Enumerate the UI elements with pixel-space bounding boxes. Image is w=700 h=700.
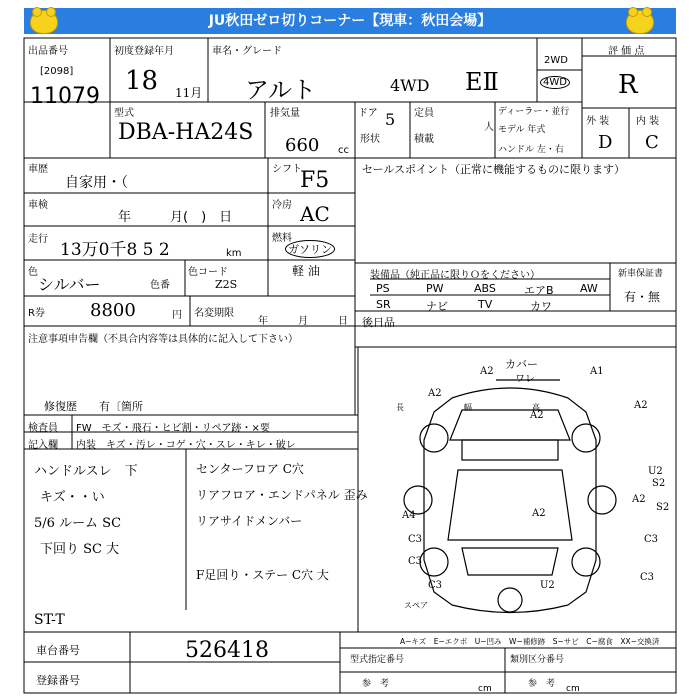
notes-header: 注意事項申告欄（不具合内容等は具体的に記入して下さい） — [28, 334, 298, 345]
cm-unit: cm — [566, 684, 580, 694]
cm-unit: cm — [478, 684, 492, 694]
note-line-5: センターフロア C穴 — [196, 462, 304, 476]
diagram-mark: C3 — [640, 572, 655, 583]
person-unit: 人 — [484, 122, 494, 133]
recycle-label: R券 — [28, 308, 45, 319]
inspection-value: 年 月( ) 日 — [118, 210, 233, 225]
equipment-ps: PS — [376, 282, 390, 295]
class-no-label: 類別区分番号 — [510, 655, 565, 665]
diagram-mark: A2 — [632, 494, 646, 505]
grade: EⅡ — [465, 68, 499, 96]
interior-row: 内装 キズ・汚レ・コゲ・穴・スレ・キレ・破レ — [76, 440, 296, 451]
doors-label: ドア — [358, 108, 378, 119]
car-name: アルト — [245, 76, 317, 104]
aircon-label: 冷房 — [272, 200, 292, 211]
load-label: 積載 — [414, 134, 434, 145]
note-line-4: 下回り SC 大 — [40, 542, 120, 557]
note-line-2: キズ・・い — [40, 490, 105, 505]
car-name-label: 車名・グレード — [212, 46, 282, 57]
diagram-mark: A2 — [428, 388, 442, 399]
model-cert-label: 型式指定番号 — [350, 655, 405, 665]
shift-label: シフト — [272, 164, 302, 175]
diagram-mark: A2 — [634, 400, 648, 411]
color-code: Z2S — [215, 278, 238, 291]
interior-label: 内 装 — [636, 116, 660, 127]
equipment-pw: PW — [426, 282, 444, 295]
equipment-leather: カワ — [530, 300, 552, 313]
doors-value: 5 — [385, 110, 396, 129]
note-line-9: ST-T — [34, 612, 65, 628]
equipment-tv: TV — [478, 298, 493, 311]
rear-seat-label: 後日品 — [362, 316, 395, 329]
lot-number-label: 出品番号 — [28, 46, 68, 57]
fuel-diesel: 軽 油 — [292, 264, 320, 278]
diagram-mark: S2 — [652, 478, 666, 489]
diagram-mark: A4 — [402, 510, 416, 521]
chassis-no-value: 526418 — [185, 638, 269, 663]
diagram-mark: U2 — [540, 580, 555, 591]
len-label: 長 — [396, 403, 404, 412]
equipment-abs: ABS — [474, 282, 496, 295]
equipment-sr: SR — [376, 298, 391, 311]
diagram-mark: A2 — [530, 410, 544, 421]
note-line-3: 5/6 ルーム SC — [34, 516, 122, 531]
mileage-value: 13万0千8 5 2 — [60, 240, 170, 260]
damage-legend: A−キズ E−エクボ U−凹み W−補修跡 S−サビ C−腐食 XX−交換済 — [400, 637, 660, 646]
fuel-gasoline: ガソリン — [285, 240, 335, 258]
displacement-label: 排気量 — [270, 108, 300, 119]
diagram-mark: A1 — [590, 366, 604, 377]
diagram-mark: A2 — [480, 366, 494, 377]
diagram-mark: C3 — [644, 534, 659, 545]
inspection-col-label: 検査員 — [28, 423, 58, 434]
drive-type: 4WD — [390, 76, 430, 95]
diagram-mark: C3 — [428, 580, 443, 591]
rating-label: 評 価 点 — [608, 46, 645, 57]
2wd-label: 2WD — [544, 55, 568, 66]
note-line-1: ハンドルスレ 下 — [34, 464, 138, 479]
lot-number: 11079 — [30, 84, 100, 109]
diagram-mark: S2 — [656, 502, 670, 513]
note-line-6: リアフロア・エンドパネル 歪み — [196, 488, 368, 502]
warranty-value: 有・無 — [624, 290, 661, 304]
reg-month: 11月 — [175, 86, 203, 100]
history-value: 自家用・（ — [65, 175, 128, 191]
repair-history-label: 修復歴 有〔箇所 — [44, 400, 143, 413]
diagram-mark: C3 — [408, 534, 423, 545]
lot-code: [2098] — [40, 66, 74, 77]
ref-label: 参 考 — [528, 679, 556, 689]
shift-value: F5 — [300, 168, 330, 193]
shape-label: 形状 — [360, 134, 380, 145]
cc-unit: cc — [338, 145, 349, 156]
spare-label: スペア — [404, 601, 428, 610]
height-label: 高 — [532, 403, 540, 412]
model-year-label: モデル 年式 — [498, 125, 546, 135]
model-label: 型式 — [114, 108, 134, 119]
recycle-value: 8800 — [90, 300, 136, 321]
handle-label: ハンドル 左・右 — [498, 145, 564, 155]
sales-point-label: セールスポイント（正常に機能するものに限ります） — [362, 163, 626, 176]
width-label: 幅 — [464, 403, 472, 412]
exterior-grade: D — [598, 132, 613, 153]
color-label: 色 — [28, 267, 38, 278]
page-title: JU秋田ゼロ切りコーナー【現車：秋田会場】 — [24, 8, 676, 34]
capacity-label: 定員 — [414, 108, 434, 119]
fuel-label: 燃料 — [272, 233, 292, 244]
mileage-label: 走行 — [28, 234, 48, 245]
car-diagram — [404, 380, 616, 613]
history-label: 車歴 — [28, 164, 48, 175]
fw-row: FW モズ・飛石・ヒビ割・リペア跡・×要 — [76, 423, 270, 434]
ref-label: 参 考 — [362, 679, 390, 689]
note-line-7: リアサイドメンバー — [196, 514, 303, 528]
displacement-value: 660 — [285, 135, 320, 156]
owner-change-date: 年 月 日 — [258, 316, 348, 327]
color-code-label: 色コード — [188, 267, 228, 278]
diagram-mark: ワレ — [515, 374, 535, 385]
diagram-mark: カバー — [505, 358, 538, 371]
interior-grade: C — [645, 132, 659, 153]
color-no-label: 色番 — [150, 280, 170, 291]
exterior-label: 外 装 — [586, 116, 610, 127]
equipment-label: 装備品（純正品に限りＯをください） — [370, 270, 540, 281]
entry-col-label: 記入欄 — [28, 440, 58, 451]
equipment-aw: AW — [580, 282, 598, 295]
reg-year: 18 — [125, 66, 159, 96]
chassis-no-label: 車台番号 — [36, 644, 80, 657]
owner-change-label: 名変期限 — [194, 308, 234, 319]
diagram-mark: U2 — [648, 466, 663, 477]
first-reg-label: 初度登録年月 — [114, 46, 174, 57]
warranty-label: 新車保証書 — [618, 269, 664, 279]
aircon-value: AC — [300, 202, 330, 226]
equipment-airbag: エアB — [524, 284, 554, 297]
model-value: DBA-HA24S — [118, 120, 254, 145]
reg-no-label: 登録番号 — [36, 674, 80, 687]
yen-unit: 円 — [172, 310, 182, 321]
diagram-mark: A2 — [532, 508, 546, 519]
rating-value: R — [618, 70, 638, 100]
dealer-label: ディーラー・並行 — [498, 107, 570, 117]
4wd-label: 4WD — [540, 76, 570, 89]
color-value: シルバー — [38, 275, 101, 294]
note-line-8: F足回り・ステー C穴 大 — [196, 568, 329, 582]
km-unit: km — [226, 248, 242, 259]
diagram-mark: C3 — [408, 556, 423, 567]
inspection-label: 車検 — [28, 200, 48, 211]
equipment-navi: ナビ — [426, 300, 448, 313]
